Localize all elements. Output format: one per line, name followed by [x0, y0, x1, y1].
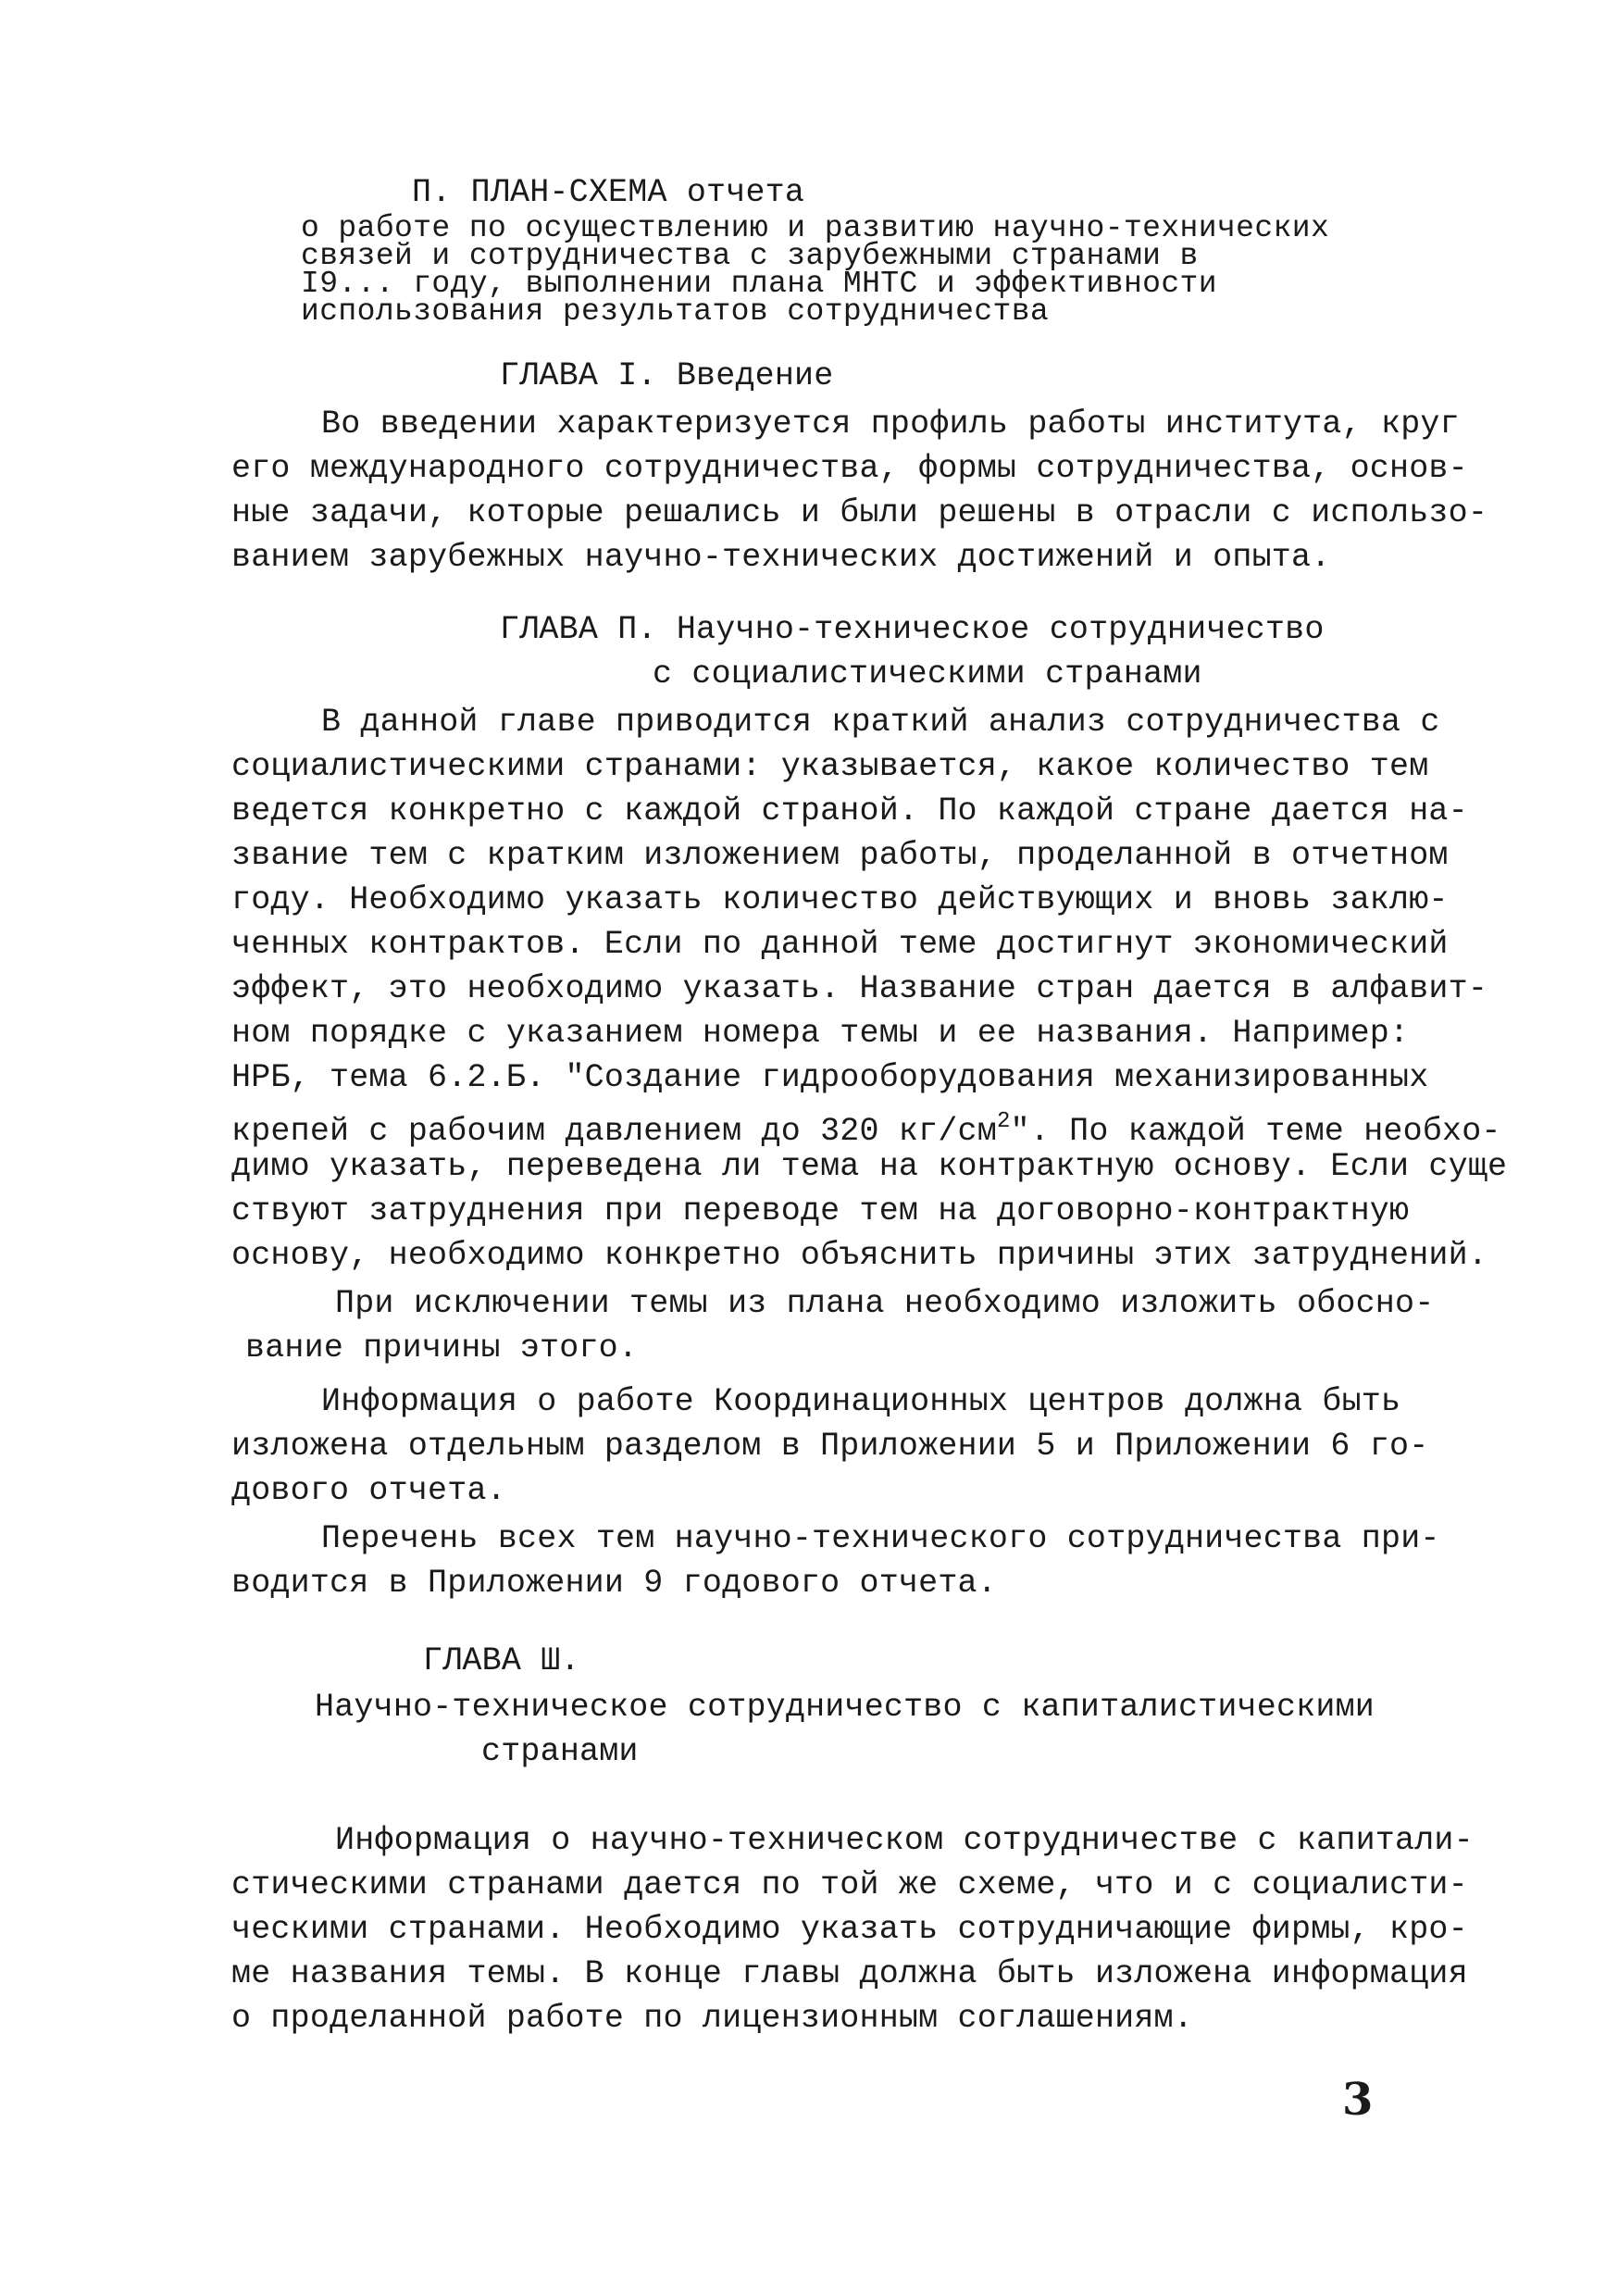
chapter-2-p1-line-7: эффект, это необходимо указать. Название стран дается в алфавит- — [231, 970, 1488, 1007]
chapter-3-text-line-4: ме названия темы. В конце главы должна быть изложена информация — [231, 1955, 1468, 1992]
chapter-2-p4-line-2: водится в Приложении 9 годового отчета. — [231, 1565, 997, 1602]
chapter-2-p1-line-10-tail: ". По каждой теме необхо- — [1010, 1113, 1501, 1150]
chapter-1-text-line-2: его международного сотрудничества, формы сотрудничества, основ- — [231, 450, 1468, 487]
chapter-2-p1-line-1: В данной главе приводится краткий анализ сотрудничества с — [321, 704, 1440, 741]
chapter-2-p1-line-8: ном порядке с указанием номера темы и ее названия. Например: — [231, 1015, 1410, 1052]
plan-title: П. ПЛАН-СХЕМА отчета — [412, 174, 805, 211]
chapter-2-p1-line-12: ствуют затруднения при переводе тем на договорно-контрактную — [231, 1192, 1410, 1229]
page-number: 3 — [1342, 2074, 1374, 2126]
chapter-3-text-line-1: Информация о научно-техническом сотрудничестве с капитали- — [335, 1822, 1474, 1859]
chapter-3-text-line-2: стическими странами дается по той же схеме, что и с социалисти- — [231, 1866, 1468, 1903]
chapter-2-p1-line-4: звание тем с кратким изложением работы, проделанной в отчетном — [231, 837, 1449, 874]
chapter-3-subheading-line-2: странами — [481, 1733, 639, 1770]
chapter-1-text-line-3: ные задачи, которые решались и были решены в отрасли с использо- — [231, 494, 1488, 531]
chapter-2-p1-line-2: социалистическими странами: указывается, какое количество тем — [231, 748, 1429, 785]
chapter-1-heading: ГЛАВА I. Введение — [500, 357, 834, 394]
chapter-2-p3-line-3: дового отчета. — [231, 1472, 506, 1509]
chapter-1-text-line-4: ванием зарубежных научно-технических достижений и опыта. — [231, 539, 1331, 576]
chapter-2-p1-line-10-text: крепей с рабочим давлением до 320 кг/см — [231, 1113, 997, 1150]
chapter-2-p1-line-13: основу, необходимо конкретно объяснить причины этих затруднений. — [231, 1237, 1488, 1274]
chapter-2-heading-line-2: с социалистическими странами — [653, 655, 1202, 693]
chapter-2-p1-line-10 — [231, 1102, 1501, 1152]
chapter-2-p1-line-11: димо указать, переведена ли тема на контрактную основу. Если суще — [231, 1148, 1508, 1185]
plan-subtitle-line-1: о работе по осуществлению и развитию научно-технических — [301, 211, 1330, 245]
chapter-2-p1-line-5: году. Необходимо указать количество действующих и вновь заклю- — [231, 881, 1449, 918]
chapter-2-p2-line-2: вание причины этого. — [245, 1329, 639, 1366]
chapter-2-p4-line-1: Перечень всех тем научно-технического сотрудничества при- — [321, 1520, 1440, 1557]
superscript-2: 2 — [996, 1109, 1011, 1134]
chapter-2-heading-line-1: ГЛАВА П. Научно-техническое сотрудничество — [500, 611, 1325, 648]
chapter-2-p1-line-6: ченных контрактов. Если по данной теме достигнут экономический — [231, 926, 1449, 963]
plan-subtitle-line-2: связей и сотрудничества с зарубежными странами в — [301, 239, 1199, 273]
chapter-3-text-line-3: ческими странами. Необходимо указать сотрудничающие фирмы, кро- — [231, 1911, 1468, 1948]
chapter-2-p3-line-2: изложена отдельным разделом в Приложении 5 и Приложении 6 го- — [231, 1428, 1429, 1465]
chapter-3-subheading-line-1: Научно-техническое сотрудничество с капиталистическими — [315, 1689, 1375, 1726]
chapter-2-p3-line-1: Информация о работе Координационных центров должна быть — [321, 1383, 1401, 1420]
chapter-2-p1-line-3: ведется конкретно с каждой страной. По каждой стране дается на- — [231, 792, 1468, 830]
chapter-3-heading: ГЛАВА Ш. — [423, 1642, 580, 1679]
chapter-2-p2-line-1: При исключении темы из плана необходимо изложить обосно- — [335, 1285, 1435, 1322]
chapter-1-text-line-1: Во введении характеризуется профиль работы института, круг — [321, 406, 1460, 443]
plan-subtitle-line-4: использования результатов сотрудничества — [301, 294, 1050, 329]
chapter-3-text-line-5: о проделанной работе по лицензионным соглашениям. — [231, 2000, 1193, 2037]
chapter-2-p1-line-9: НРБ, тема 6.2.Б. "Создание гидрооборудования механизированных — [231, 1059, 1429, 1096]
plan-subtitle-line-3: I9... году, выполнении плана МНТС и эффективности — [301, 267, 1217, 301]
